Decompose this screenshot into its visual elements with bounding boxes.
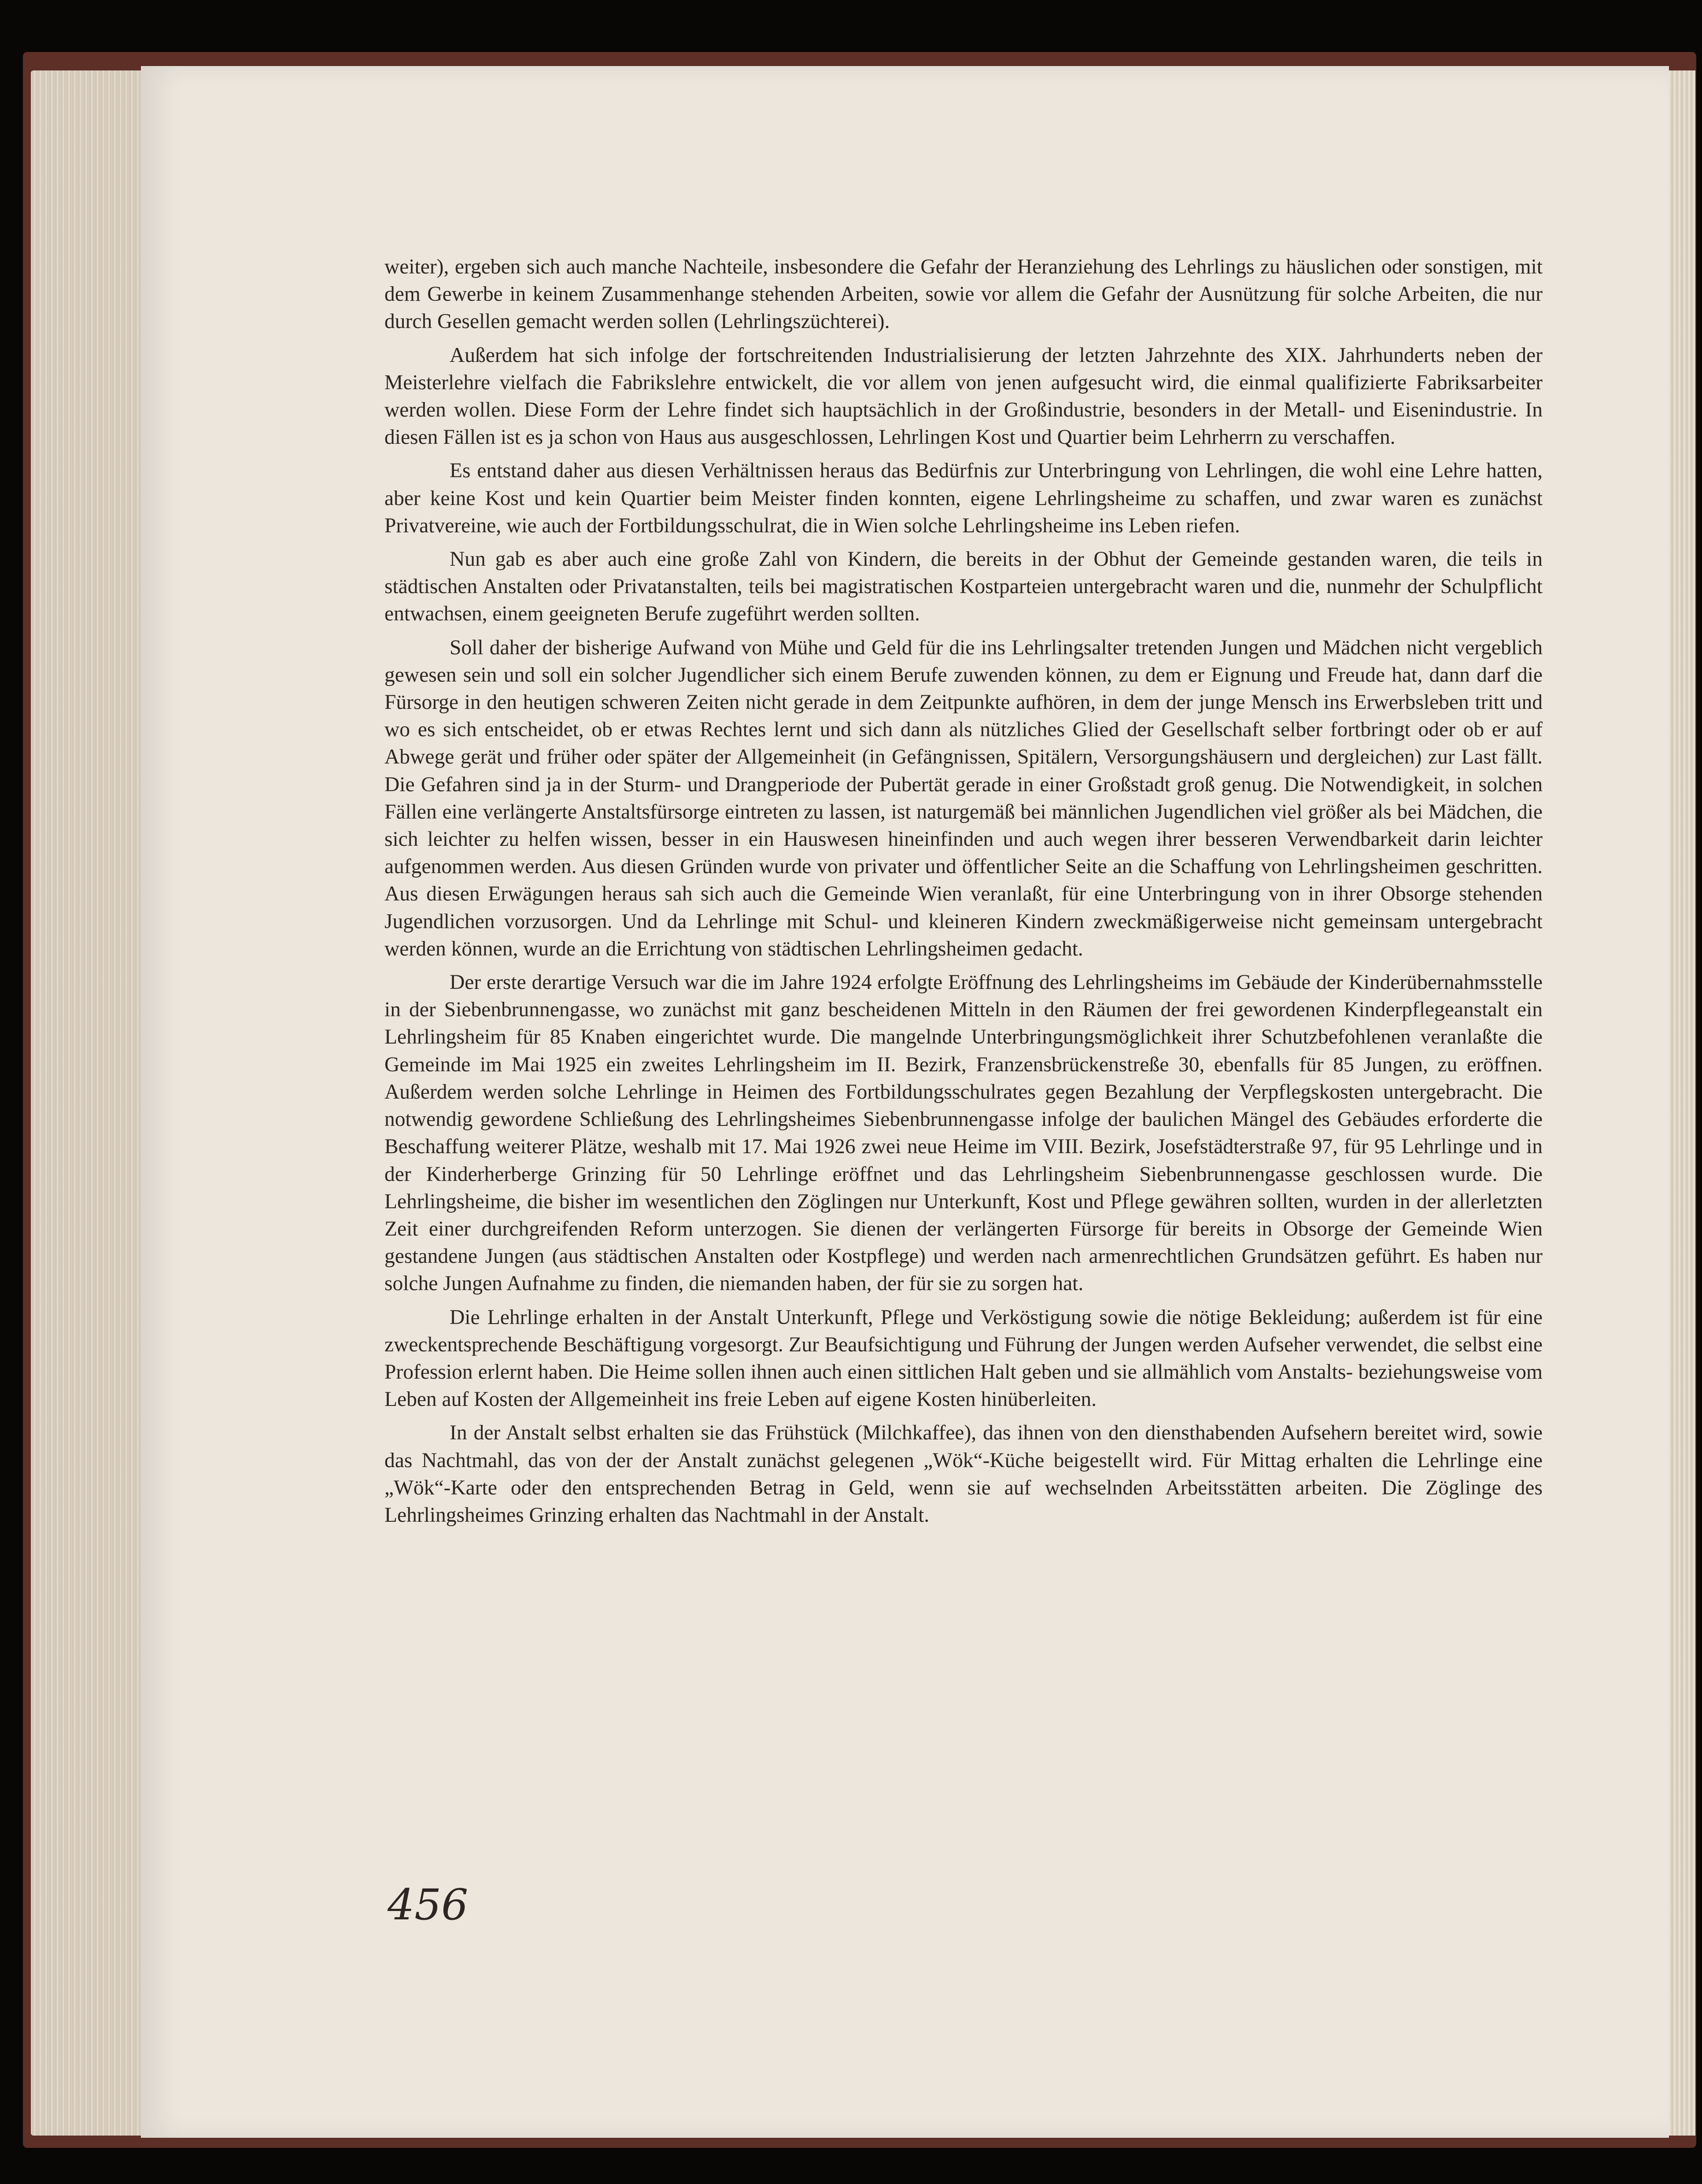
book-page [141,66,1669,2138]
paragraph: Soll daher der bisherige Aufwand von Mühe und Geld für die ins Lehrlingsalter tretenden Jungen und Mädchen nicht vergeblich gewesen sein und soll ein solcher Jugendlicher sich einem Berufe zuwenden können, zu dem er Eignung und Freude hat, dann darf die Fürsorge in den heutigen schweren Zeiten nicht gerade in dem Zeitpunkte aufhören, in dem der junge Mensch ins Erwerbsleben tritt und wo es sich entscheidet, ob er etwas Rechtes lernt und sich dann als nützliches Glied der Gesellschaft selber fortbringt oder ob er auf Abwege gerät und früher oder später der Allgemeinheit (in Gefängnissen, Spitälern, Versorgungshäusern und dergleichen) zur Last fällt. Die Gefahren sind ja in der Sturm- und Drangperiode der Pubertät gerade in einer Großstadt groß genug. Die Notwendigkeit, in solchen Fällen eine verlängerte Anstaltsfürsorge eintreten zu lassen, ist naturgemäß bei männlichen Jugendlichen viel größer als bei Mädchen, die sich leichter zu helfen wissen, besser in ein Hauswesen hineinfinden und auch wegen ihrer besseren Verwendbarkeit darin leichter aufgenommen werden. Aus diesen Gründen wurde von privater und öffentlicher Seite an die Schaffung von Lehrlingsheimen geschritten. Aus diesen Erwägungen heraus sah sich auch die Gemeinde Wien veranlaßt, für eine Unterbringung von in ihrer Obsorge stehenden Jugendlichen vorzusorgen. Und da Lehrlinge mit Schul- und kleineren Kindern zweckmäßigerweise nicht gemeinsam untergebracht werden können, wurde an die Errichtung von städtischen Lehrlingsheimen gedacht. [384,636,1543,960]
paragraph: Die Lehrlinge erhalten in der Anstalt Unterkunft, Pflege und Verköstigung sowie die nötige Bekleidung; außerdem ist für eine zweckentsprechende Beschäftigung vorgesorgt. Zur Beaufsichtigung und Führung der Jungen werden Aufseher verwendet, die selbst eine Profession erlernt haben. Die Heime sollen ihnen auch einen sittlichen Halt geben und sie allmählich vom Anstalts- beziehungsweise vom Leben auf Kosten der Allgemeinheit ins freie Leben auf eigene Kosten hinüberleiten. [384,1306,1543,1411]
body-text [384,253,1543,1535]
paragraph: Es entstand daher aus diesen Verhältnissen heraus das Bedürfnis zur Unterbringung von Lehrlingen, die wohl eine Lehre hatten, aber keine Kost und kein Quartier beim Meister finden konnten, eigene Lehrlingsheime zu schaffen, und zwar waren es zunächst Privatvereine, wie auch der Fortbildungsschulrat, die in Wien solche Lehrlingsheime ins Leben riefen. [384,459,1543,537]
page-number: 456 [388,1880,469,1929]
paragraph: Der erste derartige Versuch war die im Jahre 1924 erfolgte Eröffnung des Lehrlingsheims im Gebäude der Kinderübernahmsstelle in der Siebenbrunnengasse, wo zunächst mit ganz bescheidenen Mitteln in den Räumen der frei gewordenen Kinderpflegeanstalt ein Lehrlingsheim für 85 Knaben eingerichtet wurde. Die mangelnde Unterbringungsmöglichkeit ihrer Schutzbefohlenen veranlaßte die Gemeinde im Mai 1925 ein zweites Lehrlingsheim im II. Bezirk, Franzensbrückenstreße 30, ebenfalls für 85 Jungen, zu eröffnen. Außerdem werden solche Lehrlinge in Heimen des Fortbildungsschulrates gegen Bezahlung der Verpflegskosten untergebracht. Die notwendig gewordene Schließung des Lehrlingsheimes Siebenbrunnengasse infolge der baulichen Mängel des Gebäudes erforderte die Beschaffung weiterer Plätze, weshalb mit 17. Mai 1926 zwei neue Heime im VIII. Bezirk, Josefstädterstraße 97, für 95 Lehrlinge und in der Kinderherberge Grinzing für 50 Lehrlinge eröffnet und das Lehrlingsheim Siebenbrunnengasse geschlossen wurde. Die Lehrlingsheime, die bisher im wesentlichen den Zöglingen nur Unterkunft, Kost und Pflege gewähren sollten, wurden in der allerletzten Zeit einer durchgreifenden Reform unterzogen. Sie dienen der verlängerten Fürsorge für bereits in Obsorge der Gemeinde Wien gestandene Jungen (aus städtischen Anstalten oder Kostpflege) und werden nach armenrechtlichen Grundsätzen geführt. Es haben nur solche Jungen Aufnahme zu finden, die niemanden haben, der für sie zu sorgen hat. [384,971,1543,1295]
page-edges-left [31,70,150,2136]
paragraph: Nun gab es aber auch eine große Zahl von Kindern, die bereits in der Obhut der Gemeinde gestanden waren, die teils in städtischen Anstalten oder Privatanstalten, teils bei magistratischen Kostparteien untergebracht waren und die, nunmehr der Schulpflicht entwachsen, einem geeigneten Berufe zugeführt werden sollten. [384,548,1543,626]
paragraph: In der Anstalt selbst erhalten sie das Frühstück (Milchkaffee), das ihnen von den diensthabenden Aufsehern bereitet wird, sowie das Nachtmahl, das von der der Anstalt zunächst gelegenen „Wök“-Küche beigestellt wird. Für Mittag erhalten die Lehrlinge eine „Wök“-Karte oder den entsprechenden Betrag in Geld, wenn sie auf wechselnden Arbeitsstätten arbeiten. Die Zöglinge des Lehrlingsheimes Grinzing erhalten das Nachtmahl in der Anstalt. [384,1421,1543,1527]
paragraph: Außerdem hat sich infolge der fortschreitenden Industrialisierung der letzten Jahrzehnte des XIX. Jahrhunderts neben der Meisterlehre vielfach die Fabrikslehre entwickelt, die vor allem von jenen aufgesucht wird, die einmal qualifizierte Fabriksarbeiter werden wollen. Diese Form der Lehre findet sich hauptsächlich in der Großindustrie, besonders in der Metall- und Eisenindustrie. In diesen Fällen ist es ja schon von Haus aus ausgeschlossen, Lehrlingen Kost und Quartier beim Lehrherrn zu verschaffen. [384,343,1543,449]
paragraph: weiter), ergeben sich auch manche Nachteile, insbesondere die Gefahr der Heranziehung des Lehrlings zu häuslichen oder sonstigen, mit dem Gewerbe in keinem Zusammenhange stehenden Arbeiten, sowie vor allem die Gefahr der Ausnützung für solche Arbeiten, die nur durch Gesellen gemacht werden sollen (Lehrlingszüchterei). [384,255,1543,333]
